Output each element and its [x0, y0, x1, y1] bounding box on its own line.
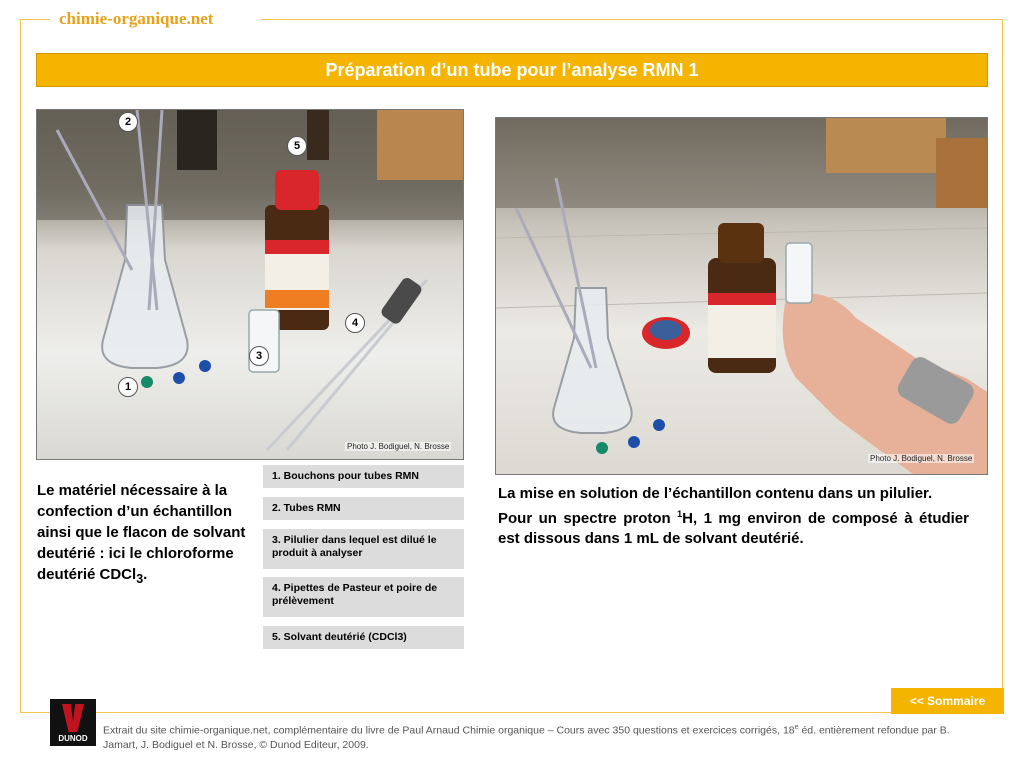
badge-tubes: 2	[118, 112, 138, 132]
legend-item-vial: 3. Pilulier dans lequel est dilué le produit à analyser	[263, 529, 464, 569]
photo-credit: Photo J. Bodiguel, N. Brosse	[870, 454, 973, 463]
badge-solvent: 5	[287, 136, 307, 156]
legend-item-tubes: 2. Tubes RMN	[263, 497, 464, 520]
badge-vial: 3	[249, 346, 269, 366]
caption-end: .	[143, 566, 148, 583]
page-title: Préparation d’un tube pour l’analyse RMN 1	[36, 53, 988, 87]
dunod-logo-text: DUNOD	[58, 734, 88, 743]
badge-pipettes: 4	[345, 313, 365, 333]
dunod-mark-icon	[62, 704, 84, 732]
footer-text: Extrait du site chimie-organique.net, complémentaire du livre de Paul Arnaud Chimie organique – Cours avec 350 questions et exercices corrigés, 18	[103, 724, 795, 737]
footer-superscript: e	[794, 724, 799, 731]
badge-caps: 1	[118, 377, 138, 397]
caption-line-2	[498, 504, 969, 549]
legend-item-pipettes: 4. Pipettes de Pasteur et poire de prélèvement	[263, 577, 464, 617]
photo-credit: Photo J. Bodiguel, N. Brosse	[347, 442, 450, 451]
caption-dissolution	[498, 484, 969, 549]
caption-line-2-start: Pour un spectre proton	[498, 510, 678, 527]
photo-illustration	[37, 110, 464, 460]
footer-credits	[103, 721, 983, 752]
footer-text-end: éd. entièrement refondue par B. Jamart, J. Bodiguel et N. Brosse, © Dunod Editeur, 2009.	[103, 724, 950, 751]
caption-line-2-end: H, 1 mg environ de composé à étudier est dissous dans 1 mL de solvant deutérié.	[498, 510, 969, 547]
dunod-logo	[50, 699, 96, 746]
site-name: chimie-organique.net	[59, 9, 214, 28]
sommaire-button[interactable]: << Sommaire	[891, 688, 1004, 714]
legend-item-solvent: 5. Solvant deutérié (CDCl3)	[263, 626, 464, 649]
photo-dissolution	[495, 117, 988, 475]
photo-lab-equipment	[36, 109, 464, 460]
caption-equipment	[37, 480, 247, 590]
caption-line-1: La mise en solution de l’échantillon contenu dans un pilulier.	[498, 485, 933, 502]
caption-text: Le matériel nécessaire à la confection d’un échantillon ainsi que le flacon de solvant deutérié : ici le chloroforme deutérié CDCl	[37, 482, 246, 583]
caption-subscript: 3	[136, 572, 144, 586]
legend-item-caps: 1. Bouchons pour tubes RMN	[263, 465, 464, 488]
caption-superscript: 1	[677, 509, 683, 519]
photo-illustration	[496, 118, 988, 475]
